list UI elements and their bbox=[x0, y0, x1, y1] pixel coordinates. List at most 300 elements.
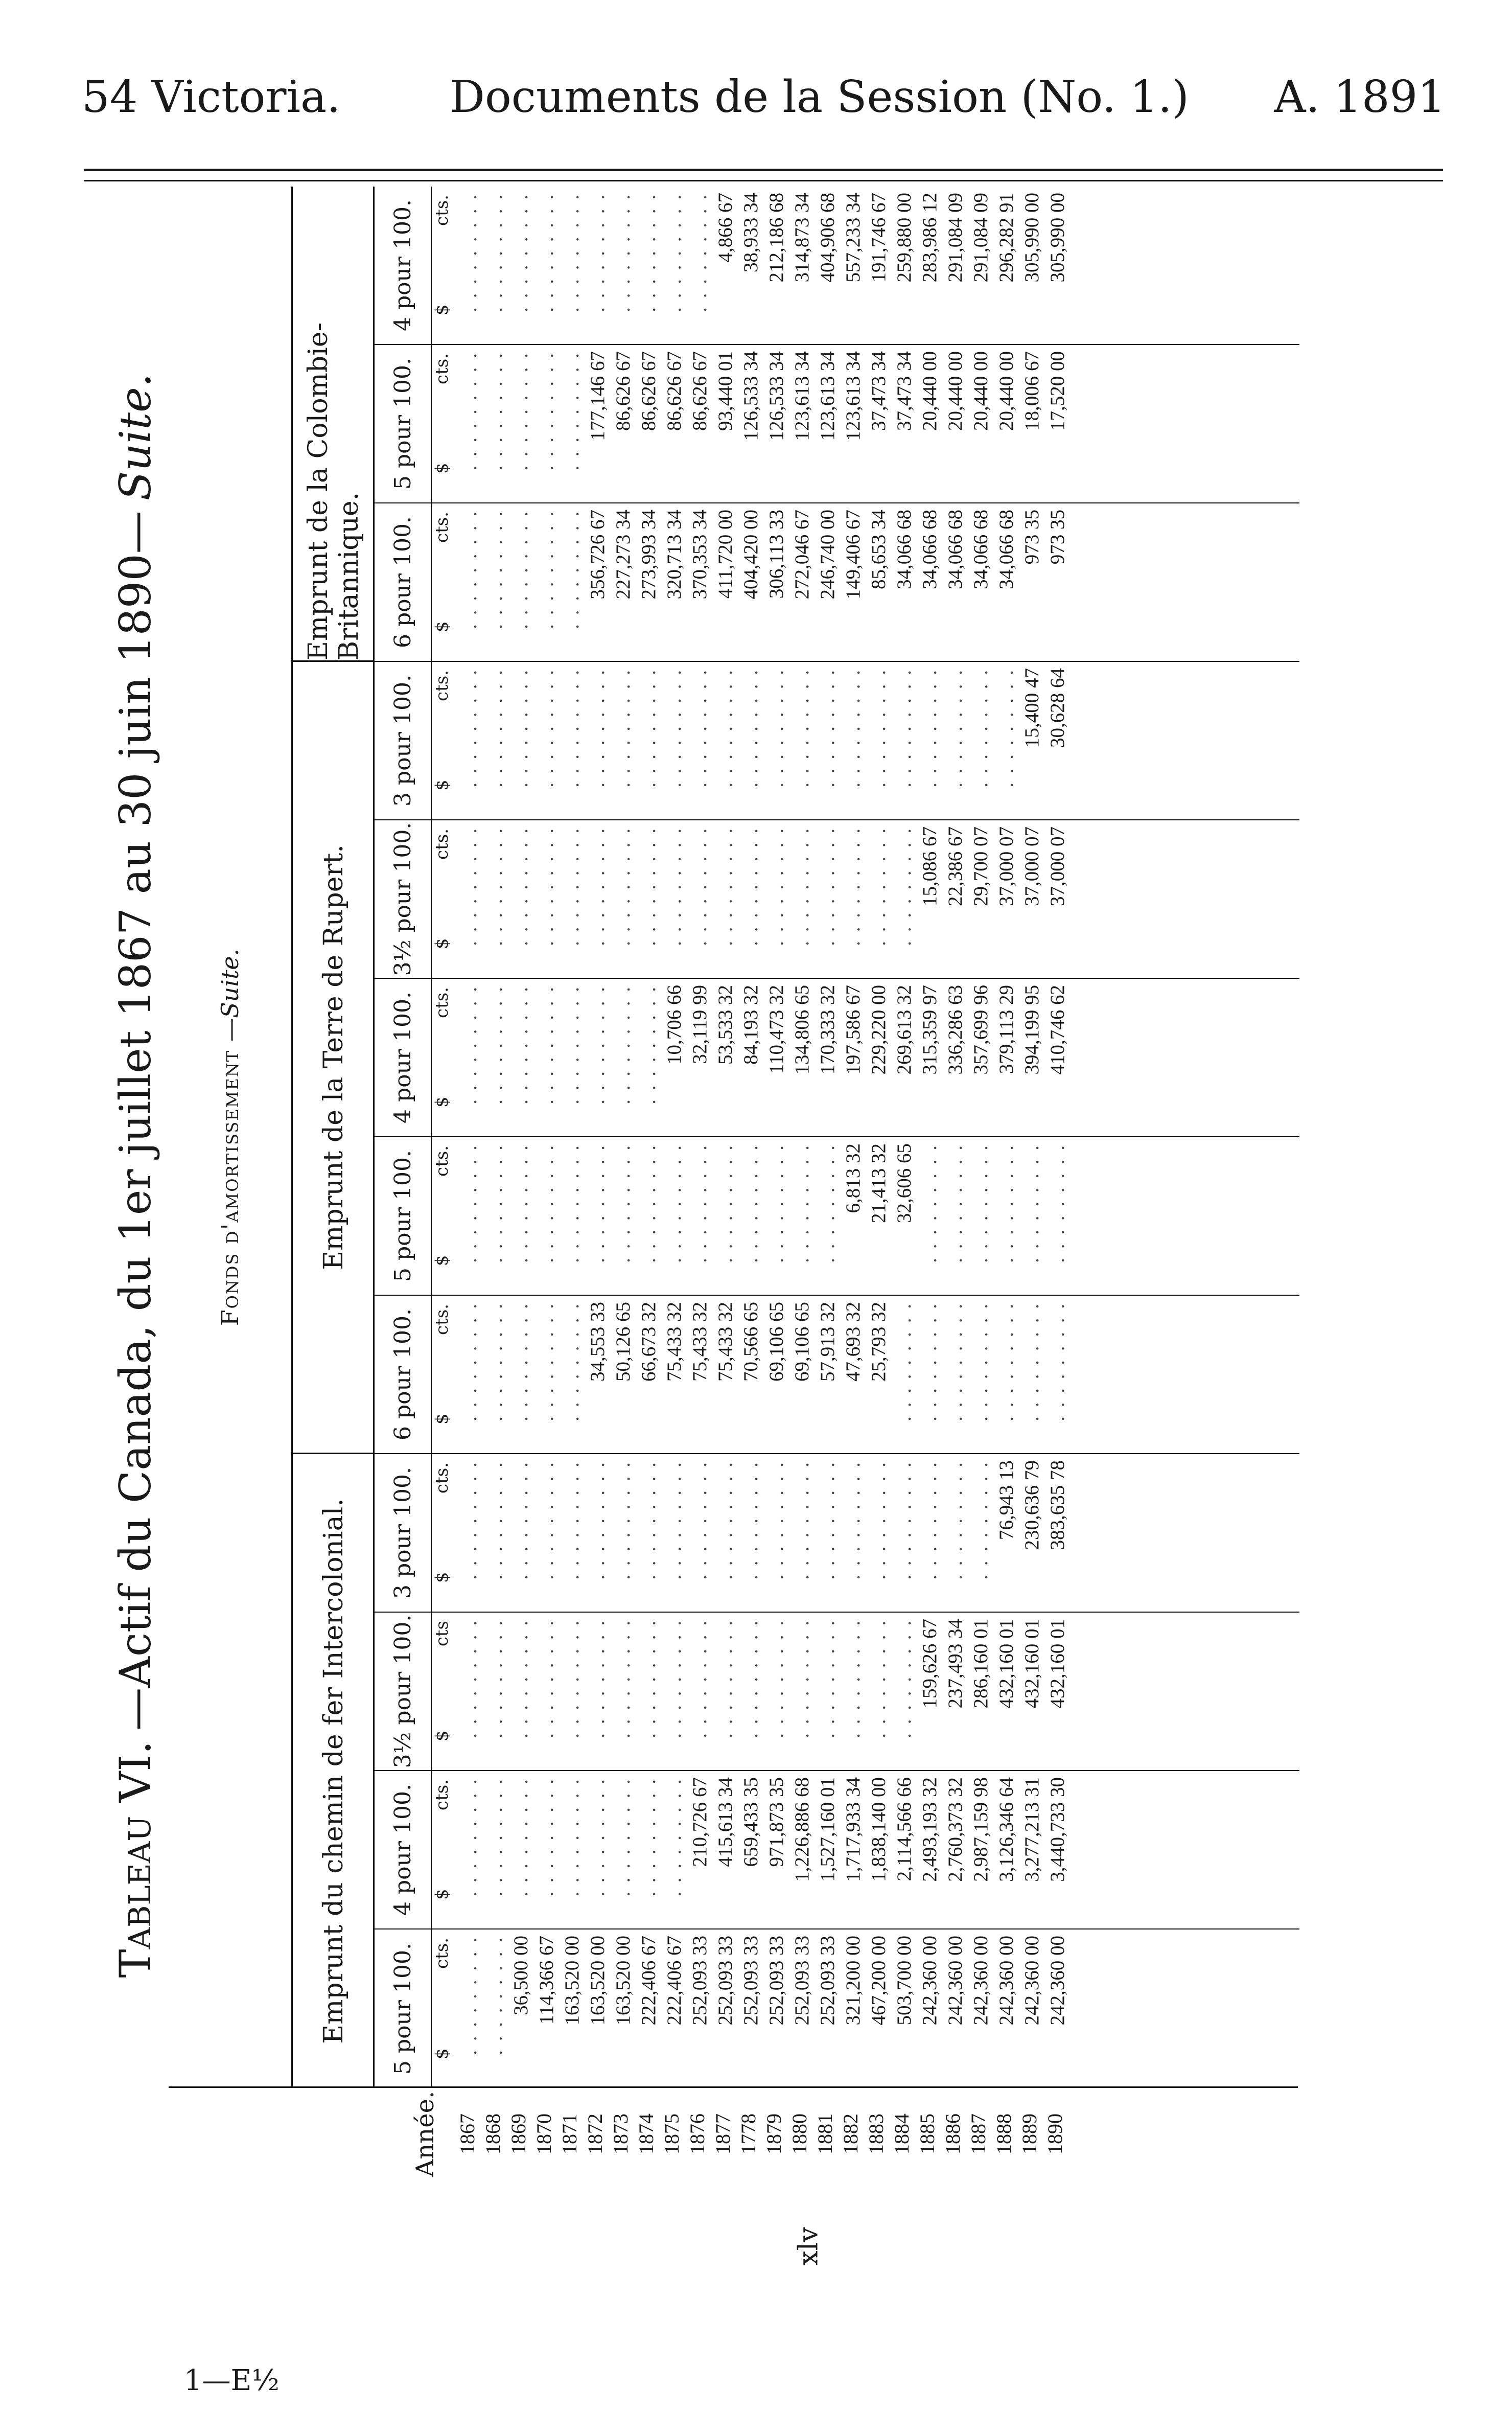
empty-leader-cell: . . . . . . . . . bbox=[612, 1460, 634, 1580]
unit-subheader bbox=[432, 1296, 457, 1453]
empty-leader-cell: . . . . . . . . . bbox=[510, 510, 532, 629]
amount-cell: 21,413 32 bbox=[868, 1143, 890, 1223]
cents-unit: cts. bbox=[432, 829, 452, 860]
section-heading bbox=[169, 187, 291, 2088]
dollar-unit: $ bbox=[432, 1096, 452, 1108]
empty-leader-cell: . . . . . . . . . bbox=[842, 668, 864, 788]
year-cell: 1887 bbox=[967, 2114, 990, 2154]
rotated-table bbox=[169, 187, 1298, 2180]
amount-cell: 432,160 01 bbox=[1046, 1619, 1068, 1709]
empty-leader-cell: . . . . . . . . . bbox=[893, 1302, 915, 1421]
amount-cell: 149,406 67 bbox=[842, 510, 864, 600]
year-cell: 1884 bbox=[890, 2114, 913, 2154]
empty-leader-cell: . . . . . . . . . bbox=[459, 1936, 481, 2055]
empty-leader-cell: . . . . . . . . . bbox=[817, 1143, 839, 1263]
year-cell: 1883 bbox=[865, 2114, 888, 2154]
amount-cell: 37,000 07 bbox=[1021, 826, 1043, 906]
empty-leader-cell: . . . . . . . . . bbox=[791, 1143, 813, 1263]
amount-cell: 4,866 67 bbox=[714, 193, 736, 263]
empty-leader-cell: . . . . . . . . . bbox=[561, 826, 583, 946]
year-cell: 1869 bbox=[507, 2114, 530, 2154]
unit-subheader bbox=[432, 662, 457, 819]
empty-leader-cell: . . . . . . . . . bbox=[995, 1143, 1017, 1263]
empty-leader-cell: . . . . . . . . . bbox=[484, 1460, 506, 1580]
empty-leader-cell: . . . . . . . . . bbox=[587, 1777, 609, 1897]
empty-leader-cell: . . . . . . . . . bbox=[944, 1460, 966, 1580]
amount-cell: 973 35 bbox=[1021, 510, 1043, 565]
amount-cell: 305,990 00 bbox=[1046, 193, 1068, 283]
year-cell: 1873 bbox=[609, 2114, 632, 2154]
amount-cell: 70,566 65 bbox=[740, 1302, 762, 1382]
empty-leader-cell: . . . . . . . . . bbox=[868, 668, 890, 788]
cents-unit: cts. bbox=[432, 353, 452, 384]
amount-cell: 37,473 34 bbox=[893, 351, 915, 431]
empty-leader-cell: . . . . . . . . . bbox=[510, 193, 532, 312]
group-header: Emprunt de la Terre de Rupert. bbox=[293, 662, 375, 1454]
amount-cell: 163,520 00 bbox=[561, 1936, 583, 2026]
amount-cell: 177,146 67 bbox=[587, 351, 609, 441]
year-cell: 1870 bbox=[532, 2114, 555, 2154]
amount-cell: 15,400 47 bbox=[1021, 668, 1043, 748]
cents-unit: cts. bbox=[432, 195, 452, 226]
amount-cell: 191,746 67 bbox=[868, 193, 890, 283]
amount-cell: 20,440 00 bbox=[944, 351, 966, 431]
empty-leader-cell: . . . . . . . . . bbox=[740, 1460, 762, 1580]
empty-leader-cell: . . . . . . . . . bbox=[510, 826, 532, 946]
amount-cell: 283,986 12 bbox=[919, 193, 941, 283]
column-header: 3 pour 100. bbox=[375, 662, 432, 819]
amount-cell: 75,433 32 bbox=[714, 1302, 736, 1382]
amount-cell: 34,553 33 bbox=[587, 1302, 609, 1382]
amount-cell: 242,360 00 bbox=[919, 1936, 941, 2026]
amount-cell: 306,113 33 bbox=[765, 510, 787, 599]
dollar-unit: $ bbox=[432, 1572, 452, 1583]
year-cell: 1882 bbox=[839, 2114, 862, 2154]
empty-leader-cell: . . . . . . . . . bbox=[714, 1460, 736, 1580]
empty-leader-cell: . . . . . . . . . bbox=[510, 1460, 532, 1580]
data-column bbox=[375, 662, 1299, 820]
empty-leader-cell: . . . . . . . . . bbox=[536, 668, 557, 788]
amount-cell: 57,913 32 bbox=[817, 1302, 839, 1382]
empty-leader-cell: . . . . . . . . . bbox=[765, 668, 787, 788]
empty-leader-cell: . . . . . . . . . bbox=[893, 1619, 915, 1738]
empty-leader-cell: . . . . . . . . . bbox=[536, 1143, 557, 1263]
amount-cell: 47,693 32 bbox=[842, 1302, 864, 1382]
amount-cell: 37,000 07 bbox=[1046, 826, 1068, 906]
table-title-main: Tableau VI. bbox=[110, 1740, 160, 1978]
data-column bbox=[375, 820, 1299, 979]
amount-cell: 20,440 00 bbox=[919, 351, 941, 431]
empty-leader-cell: . . . . . . . . . bbox=[587, 1143, 609, 1263]
empty-leader-cell: . . . . . . . . . bbox=[510, 1302, 532, 1421]
year-stub-column bbox=[169, 2086, 1298, 2180]
empty-leader-cell: . . . . . . . . . bbox=[484, 985, 506, 1105]
amount-cell: 2,987,159 98 bbox=[970, 1777, 992, 1882]
empty-leader-cell: . . . . . . . . . bbox=[484, 1936, 506, 2055]
amount-cell: 229,220 00 bbox=[868, 985, 890, 1075]
amount-cell: 222,406 67 bbox=[663, 1936, 685, 2026]
column-header: 3 pour 100. bbox=[375, 1454, 432, 1612]
empty-leader-cell: . . . . . . . . . bbox=[868, 826, 890, 946]
empty-leader-cell: . . . . . . . . . bbox=[817, 1460, 839, 1580]
empty-leader-cell: . . . . . . . . . bbox=[638, 193, 660, 312]
empty-leader-cell: . . . . . . . . . bbox=[765, 1619, 787, 1738]
empty-leader-cell: . . . . . . . . . bbox=[536, 1460, 557, 1580]
amount-cell: 467,200 00 bbox=[868, 1936, 890, 2026]
empty-leader-cell: . . . . . . . . . bbox=[638, 1460, 660, 1580]
section-suite: —Suite. bbox=[216, 948, 244, 1042]
empty-leader-cell: . . . . . . . . . bbox=[536, 193, 557, 312]
amount-cell: 383,635 78 bbox=[1046, 1460, 1068, 1550]
table-title-text: —Actif du Canada, du 1er juillet 1867 au 30 juin 1890— bbox=[110, 511, 160, 1731]
running-header bbox=[77, 66, 1461, 138]
amount-cell: 973 35 bbox=[1046, 510, 1068, 565]
empty-leader-cell: . . . . . . . . . bbox=[561, 668, 583, 788]
data-column bbox=[375, 1296, 1299, 1454]
amount-cell: 3,277,213 31 bbox=[1021, 1777, 1043, 1882]
column-header: 5 pour 100. bbox=[375, 1929, 432, 2088]
empty-leader-cell: . . . . . . . . . bbox=[510, 985, 532, 1105]
empty-leader-cell: . . . . . . . . . bbox=[842, 826, 864, 946]
year-cell: 1867 bbox=[456, 2114, 479, 2154]
empty-leader-cell: . . . . . . . . . bbox=[459, 985, 481, 1105]
empty-leader-cell: . . . . . . . . . bbox=[689, 1619, 711, 1738]
dollar-unit: $ bbox=[432, 2048, 452, 2059]
amount-cell: 227,273 34 bbox=[612, 510, 634, 600]
empty-leader-cell: . . . . . . . . . bbox=[1046, 1302, 1068, 1421]
empty-leader-cell: . . . . . . . . . bbox=[561, 1619, 583, 1738]
cents-unit: cts. bbox=[432, 670, 452, 701]
empty-leader-cell: . . . . . . . . . bbox=[536, 826, 557, 946]
empty-leader-cell: . . . . . . . . . bbox=[638, 985, 660, 1105]
unit-subheader bbox=[432, 187, 457, 344]
empty-leader-cell: . . . . . . . . . bbox=[612, 1619, 634, 1738]
dollar-unit: $ bbox=[432, 463, 452, 474]
cents-unit: cts. bbox=[432, 1145, 452, 1177]
unit-subheader bbox=[432, 1454, 457, 1612]
empty-leader-cell: . . . . . . . . . bbox=[944, 668, 966, 788]
empty-leader-cell: . . . . . . . . . bbox=[1021, 1302, 1043, 1421]
amount-cell: 242,360 00 bbox=[1046, 1936, 1068, 2026]
column-header: 6 pour 100. bbox=[375, 503, 432, 661]
amount-cell: 237,493 34 bbox=[944, 1619, 966, 1709]
amount-cell: 85,653 34 bbox=[868, 510, 890, 589]
empty-leader-cell: . . . . . . . . . bbox=[561, 985, 583, 1105]
empty-leader-cell: . . . . . . . . . bbox=[893, 1460, 915, 1580]
group-header: Emprunt de la Colombie-Britannique. bbox=[293, 187, 375, 662]
year-cell: 1871 bbox=[558, 2114, 581, 2154]
data-column bbox=[375, 1771, 1299, 1929]
amount-cell: 242,360 00 bbox=[944, 1936, 966, 2026]
amount-cell: 163,520 00 bbox=[612, 1936, 634, 2026]
year-cell: 1876 bbox=[686, 2114, 709, 2154]
unit-subheader bbox=[432, 1929, 457, 2088]
empty-leader-cell: . . . . . . . . . bbox=[459, 668, 481, 788]
amount-cell: 75,433 32 bbox=[689, 1302, 711, 1382]
amount-cell: 370,353 34 bbox=[689, 510, 711, 600]
empty-leader-cell: . . . . . . . . . bbox=[484, 1302, 506, 1421]
year-cell: 1874 bbox=[635, 2114, 658, 2154]
empty-leader-cell: . . . . . . . . . bbox=[868, 1460, 890, 1580]
column-header: 5 pour 100. bbox=[375, 345, 432, 502]
empty-leader-cell: . . . . . . . . . bbox=[714, 1619, 736, 1738]
data-column bbox=[375, 503, 1299, 662]
header-center: Documents de la Session (No. 1.) bbox=[450, 72, 1189, 123]
cents-unit: cts. bbox=[432, 987, 452, 1018]
empty-leader-cell: . . . . . . . . . bbox=[484, 193, 506, 312]
empty-leader-cell: . . . . . . . . . bbox=[663, 1460, 685, 1580]
empty-leader-cell: . . . . . . . . . bbox=[587, 1460, 609, 1580]
empty-leader-cell: . . . . . . . . . bbox=[689, 1143, 711, 1263]
amount-cell: 34,066 68 bbox=[893, 510, 915, 589]
group-headers bbox=[291, 187, 375, 2088]
empty-leader-cell: . . . . . . . . . bbox=[919, 668, 941, 788]
column-header: 3½ pour 100. bbox=[375, 1613, 432, 1770]
amount-cell: 3,126,346 64 bbox=[995, 1777, 1017, 1882]
column-header: 4 pour 100. bbox=[375, 187, 432, 344]
amount-cell: 197,586 67 bbox=[842, 985, 864, 1075]
amount-cell: 314,873 34 bbox=[791, 193, 813, 283]
amount-cell: 557,233 34 bbox=[842, 193, 864, 283]
amount-cell: 134,806 65 bbox=[791, 985, 813, 1075]
amount-cell: 53,533 32 bbox=[714, 985, 736, 1065]
empty-leader-cell: . . . . . . . . . bbox=[484, 510, 506, 629]
empty-leader-cell: . . . . . . . . . bbox=[1021, 1143, 1043, 1263]
header-rule-thin bbox=[84, 180, 1443, 181]
empty-leader-cell: . . . . . . . . . bbox=[561, 1143, 583, 1263]
empty-leader-cell: . . . . . . . . . bbox=[612, 193, 634, 312]
amount-cell: 114,366 67 bbox=[536, 1936, 557, 2025]
empty-leader-cell: . . . . . . . . . bbox=[536, 510, 557, 629]
empty-leader-cell: . . . . . . . . . bbox=[561, 1302, 583, 1421]
amount-cell: 86,626 67 bbox=[663, 351, 685, 431]
empty-leader-cell: . . . . . . . . . bbox=[970, 1460, 992, 1580]
amount-cell: 123,613 34 bbox=[842, 351, 864, 441]
amount-cell: 252,093 33 bbox=[765, 1936, 787, 2026]
cents-unit: cts. bbox=[432, 512, 452, 543]
empty-leader-cell: . . . . . . . . . bbox=[612, 985, 634, 1105]
unit-subheader bbox=[432, 1771, 457, 1928]
amount-cell: 126,533 34 bbox=[765, 351, 787, 441]
data-column bbox=[375, 1613, 1299, 1771]
amount-cell: 252,093 33 bbox=[689, 1936, 711, 2026]
empty-leader-cell: . . . . . . . . . bbox=[459, 193, 481, 312]
empty-leader-cell: . . . . . . . . . bbox=[638, 1777, 660, 1897]
empty-leader-cell: . . . . . . . . . bbox=[587, 193, 609, 312]
empty-leader-cell: . . . . . . . . . bbox=[791, 826, 813, 946]
amount-cell: 230,636 79 bbox=[1021, 1460, 1043, 1550]
year-cell: 1872 bbox=[584, 2114, 607, 2154]
year-cell: 1880 bbox=[788, 2114, 811, 2154]
empty-leader-cell: . . . . . . . . . bbox=[459, 1460, 481, 1580]
data-column bbox=[375, 1454, 1299, 1613]
amount-cell: 273,993 34 bbox=[638, 510, 660, 600]
empty-leader-cell: . . . . . . . . . bbox=[791, 1460, 813, 1580]
amount-cell: 252,093 33 bbox=[740, 1936, 762, 2026]
unit-subheader bbox=[432, 1613, 457, 1770]
empty-leader-cell: . . . . . . . . . bbox=[765, 1143, 787, 1263]
amount-cell: 432,160 01 bbox=[995, 1619, 1017, 1709]
empty-leader-cell: . . . . . . . . . bbox=[612, 1143, 634, 1263]
empty-leader-cell: . . . . . . . . . bbox=[817, 668, 839, 788]
amount-cell: 404,420 00 bbox=[740, 510, 762, 600]
empty-leader-cell: . . . . . . . . . bbox=[663, 1777, 685, 1897]
empty-leader-cell: . . . . . . . . . bbox=[995, 1302, 1017, 1421]
amount-cell: 34,066 68 bbox=[944, 510, 966, 589]
empty-leader-cell: . . . . . . . . . bbox=[459, 351, 481, 471]
empty-leader-cell: . . . . . . . . . bbox=[919, 1302, 941, 1421]
empty-leader-cell: . . . . . . . . . bbox=[510, 668, 532, 788]
amount-cell: 159,626 67 bbox=[919, 1619, 941, 1709]
amount-cell: 210,726 67 bbox=[689, 1777, 711, 1867]
empty-leader-cell: . . . . . . . . . bbox=[765, 826, 787, 946]
empty-leader-cell: . . . . . . . . . bbox=[663, 1143, 685, 1263]
signature-mark: 1—E½ bbox=[184, 2364, 280, 2397]
amount-cell: 17,520 00 bbox=[1046, 351, 1068, 431]
amount-cell: 75,433 32 bbox=[663, 1302, 685, 1382]
amount-cell: 93,440 01 bbox=[714, 351, 736, 431]
unit-subheader bbox=[432, 820, 457, 978]
empty-leader-cell: . . . . . . . . . bbox=[638, 1619, 660, 1738]
amount-cell: 110,473 32 bbox=[765, 985, 787, 1074]
amount-cell: 379,113 29 bbox=[995, 985, 1017, 1074]
empty-leader-cell: . . . . . . . . . bbox=[995, 668, 1017, 788]
empty-leader-cell: . . . . . . . . . bbox=[689, 826, 711, 946]
amount-cell: 69,106 65 bbox=[791, 1302, 813, 1382]
amount-cell: 394,199 95 bbox=[1021, 985, 1043, 1075]
empty-leader-cell: . . . . . . . . . bbox=[459, 1777, 481, 1897]
empty-leader-cell: . . . . . . . . . bbox=[587, 826, 609, 946]
empty-leader-cell: . . . . . . . . . bbox=[689, 668, 711, 788]
amount-cell: 29,700 07 bbox=[970, 826, 992, 906]
dollar-unit: $ bbox=[432, 304, 452, 315]
amount-cell: 123,613 34 bbox=[791, 351, 813, 441]
amount-cell: 320,713 34 bbox=[663, 510, 685, 600]
empty-leader-cell: . . . . . . . . . bbox=[561, 510, 583, 629]
empty-leader-cell: . . . . . . . . . bbox=[689, 1460, 711, 1580]
amount-cell: 20,440 00 bbox=[970, 351, 992, 431]
empty-leader-cell: . . . . . . . . . bbox=[842, 1460, 864, 1580]
amount-cell: 286,160 01 bbox=[970, 1619, 992, 1709]
header-right: A. 1891 bbox=[1274, 72, 1446, 123]
empty-leader-cell: . . . . . . . . . bbox=[765, 1460, 787, 1580]
empty-leader-cell: . . . . . . . . . bbox=[1046, 1143, 1068, 1263]
empty-leader-cell: . . . . . . . . . bbox=[459, 1619, 481, 1738]
amount-cell: 32,119 99 bbox=[689, 985, 711, 1064]
unit-subheader bbox=[432, 503, 457, 661]
empty-leader-cell: . . . . . . . . . bbox=[510, 1777, 532, 1897]
amount-cell: 123,613 34 bbox=[817, 351, 839, 441]
empty-leader-cell: . . . . . . . . . bbox=[638, 1143, 660, 1263]
empty-leader-cell: . . . . . . . . . bbox=[536, 1302, 557, 1421]
empty-leader-cell: . . . . . . . . . bbox=[536, 1777, 557, 1897]
empty-leader-cell: . . . . . . . . . bbox=[740, 1619, 762, 1738]
empty-leader-cell: . . . . . . . . . bbox=[893, 668, 915, 788]
data-column bbox=[375, 1137, 1299, 1296]
data-column bbox=[375, 1929, 1299, 2088]
empty-leader-cell: . . . . . . . . . bbox=[484, 1619, 506, 1738]
amount-cell: 242,360 00 bbox=[970, 1936, 992, 2026]
empty-leader-cell: . . . . . . . . . bbox=[536, 985, 557, 1105]
amount-cell: 126,533 34 bbox=[740, 351, 762, 441]
empty-leader-cell: . . . . . . . . . bbox=[740, 1143, 762, 1263]
amount-cell: 163,520 00 bbox=[587, 1936, 609, 2026]
year-cell: 1879 bbox=[762, 2114, 785, 2154]
amount-cell: 170,333 32 bbox=[817, 985, 839, 1075]
empty-leader-cell: . . . . . . . . . bbox=[791, 668, 813, 788]
dollar-unit: $ bbox=[432, 1889, 452, 1900]
amount-cell: 503,700 00 bbox=[893, 1936, 915, 2026]
amount-cell: 10,706 66 bbox=[663, 985, 685, 1065]
unit-subheader bbox=[432, 345, 457, 502]
amount-cell: 659,433 35 bbox=[740, 1777, 762, 1867]
data-columns bbox=[373, 187, 1299, 2088]
empty-leader-cell: . . . . . . . . . bbox=[536, 1619, 557, 1738]
empty-leader-cell: . . . . . . . . . bbox=[587, 985, 609, 1105]
empty-leader-cell: . . . . . . . . . bbox=[817, 826, 839, 946]
cents-unit: cts bbox=[432, 1621, 452, 1647]
amount-cell: 37,000 07 bbox=[995, 826, 1017, 906]
column-header: 6 pour 100. bbox=[375, 1296, 432, 1453]
empty-leader-cell: . . . . . . . . . bbox=[944, 1302, 966, 1421]
amount-cell: 246,740 00 bbox=[817, 510, 839, 600]
amount-cell: 15,086 67 bbox=[919, 826, 941, 906]
empty-leader-cell: . . . . . . . . . bbox=[714, 826, 736, 946]
empty-leader-cell: . . . . . . . . . bbox=[484, 1777, 506, 1897]
empty-leader-cell: . . . . . . . . . bbox=[868, 1619, 890, 1738]
empty-leader-cell: . . . . . . . . . bbox=[561, 1460, 583, 1580]
column-header: 4 pour 100. bbox=[375, 1771, 432, 1928]
amount-cell: 315,359 97 bbox=[919, 985, 941, 1075]
unit-subheader bbox=[432, 979, 457, 1136]
dollar-unit: $ bbox=[432, 1730, 452, 1741]
amount-cell: 1,226,886 68 bbox=[791, 1777, 813, 1882]
empty-leader-cell: . . . . . . . . . bbox=[663, 668, 685, 788]
amount-cell: 76,943 13 bbox=[995, 1460, 1017, 1540]
empty-leader-cell: . . . . . . . . . bbox=[842, 1619, 864, 1738]
year-cell: 1877 bbox=[711, 2114, 734, 2154]
empty-leader-cell: . . . . . . . . . bbox=[510, 1143, 532, 1263]
data-column bbox=[375, 187, 1299, 345]
year-cell: 1868 bbox=[481, 2114, 504, 2154]
empty-leader-cell: . . . . . . . . . bbox=[893, 826, 915, 946]
empty-leader-cell: . . . . . . . . . bbox=[587, 1619, 609, 1738]
empty-leader-cell: . . . . . . . . . bbox=[536, 351, 557, 471]
cents-unit: cts. bbox=[432, 1304, 452, 1335]
empty-leader-cell: . . . . . . . . . bbox=[817, 1619, 839, 1738]
empty-leader-cell: . . . . . . . . . bbox=[459, 1143, 481, 1263]
amount-cell: 269,613 32 bbox=[893, 985, 915, 1075]
amount-cell: 404,906 68 bbox=[817, 193, 839, 283]
data-column bbox=[375, 979, 1299, 1137]
amount-cell: 34,066 68 bbox=[919, 510, 941, 589]
table-title-suite: Suite. bbox=[110, 373, 160, 501]
empty-leader-cell: . . . . . . . . . bbox=[714, 668, 736, 788]
empty-leader-cell: . . . . . . . . . bbox=[638, 668, 660, 788]
empty-leader-cell: . . . . . . . . . bbox=[612, 668, 634, 788]
column-header: 5 pour 100. bbox=[375, 1137, 432, 1295]
amount-cell: 86,626 67 bbox=[638, 351, 660, 431]
empty-leader-cell: . . . . . . . . . bbox=[663, 826, 685, 946]
amount-cell: 20,440 00 bbox=[995, 351, 1017, 431]
amount-cell: 259,880 00 bbox=[893, 193, 915, 283]
amount-cell: 432,160 01 bbox=[1021, 1619, 1043, 1709]
cents-unit: cts. bbox=[432, 1779, 452, 1810]
header-rule bbox=[84, 169, 1443, 171]
amount-cell: 252,093 33 bbox=[817, 1936, 839, 2026]
amount-cell: 2,114,566 66 bbox=[893, 1777, 915, 1881]
section-label: Fonds d'amortissement bbox=[216, 1049, 244, 1326]
